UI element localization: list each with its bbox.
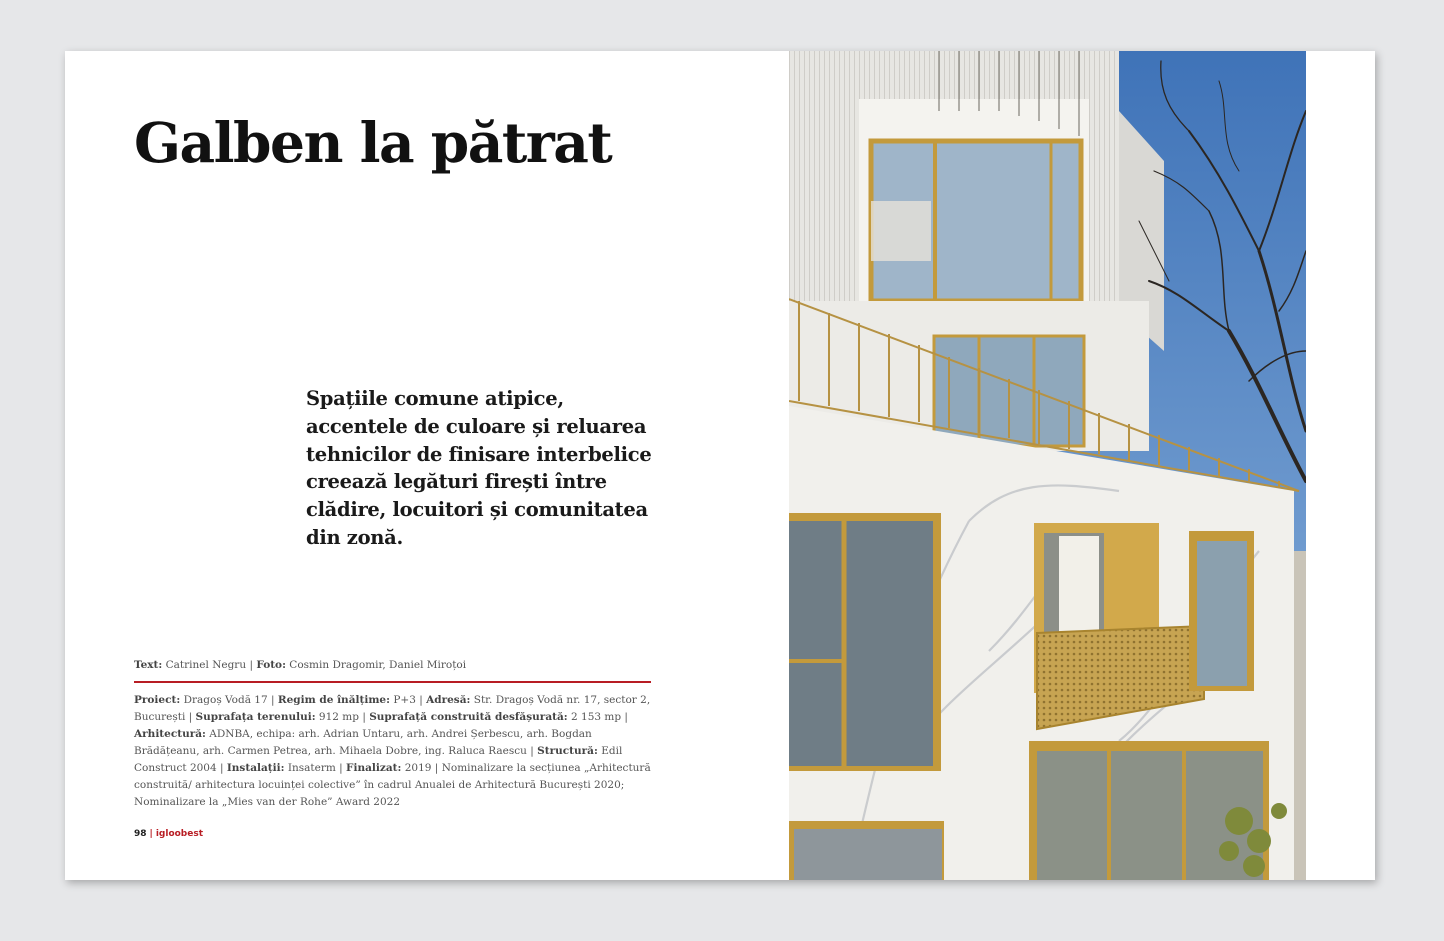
spec-finished: 2019 [404, 762, 432, 774]
spec-height: P+3 [393, 694, 416, 706]
spec-plot: 912 mp [318, 711, 359, 723]
magazine-brand: igloobest [155, 829, 204, 839]
building-facade-photo [789, 51, 1306, 880]
spec-label-height: Regim de înălțime: [277, 694, 390, 706]
spec-nominations: Nominalizare la secțiunea „Arhitectură construită/ arhitectura locuinței colective” în cadrul Anualei de Arhitectură București 2020; Nominalizare la „Mies van der Rohe” Award 2022 [134, 762, 651, 808]
article-credits [134, 657, 664, 673]
spec-label-structure: Structură: [537, 745, 598, 757]
photo-credit-label: Foto: [256, 659, 286, 671]
spec-label-address: Adresă: [426, 694, 471, 706]
spec-built: 2 153 mp [571, 711, 622, 723]
photo-credit-authors: Cosmin Dragomir, Daniel Miroțoi [289, 659, 467, 671]
spec-address: Str. Dragoș Vodă nr. 17, sector 2, București [134, 694, 651, 723]
spec-label-project: Proiect: [134, 694, 181, 706]
spec-installations: Insaterm [287, 762, 336, 774]
spec-label-architecture: Arhitectură: [134, 728, 206, 740]
facade-illustration [789, 51, 1306, 880]
article-lead: Spațiile comune atipice, accentele de culoare și reluarea tehnicilor de finisare interbelice creează legături firești între clădire, locuitori și comunitatea din zonă. [306, 387, 652, 549]
spec-architecture: ADNBA, echipa: arh. Adrian Untaru, arh. Andrei Șerbescu, arh. Bogdan Brădățeanu, arh. Carmen Petrea, arh. Mihaela Dobre, ing. Raluca Raescu [134, 728, 592, 757]
project-specs: Proiect: Dragoș Vodă 17 | Regim de înălțime: P+3 | Adresă: Str. Dragoș Vodă nr. 17, sector 2, București | Suprafața terenului: 912 mp | Suprafață construită desfășurată: 2 153 mp | Arhitectură: ADNBA, echipa: arh. Adrian Untaru, arh. Andrei Șerbescu, arh. Bogdan Brădățeanu, arh. Carmen Petrea, arh. Mihaela Dobre, ing. Raluca Raescu | Structură: Edil Construct 2004 | Instalații: Insaterm | Finalizat: 2019 | Nominalizare la secțiunea „Arhitectură construită/ arhitectura locuinței colective” în cadrul Anualei de Arhitectură București 2020; Nominalizare la „Mies van der Rohe” Award 2022 [134, 694, 651, 808]
spec-label-plot: Suprafața terenului: [195, 711, 316, 723]
article-title: Galben la pătrat [134, 110, 612, 175]
spec-label-finished: Finalizat: [346, 762, 402, 774]
spec-label-built: Suprafață construită desfășurată: [369, 711, 568, 723]
spec-label-installations: Instalații: [226, 762, 285, 774]
divider-line [134, 681, 651, 683]
spec-project: Dragoș Vodă 17 [183, 694, 268, 706]
text-credit-author: Catrinel Negru [165, 659, 247, 671]
magazine-spread [65, 51, 1375, 880]
text-credit-label: Text: [134, 659, 163, 671]
spec-structure: Edil Construct 2004 [134, 745, 623, 774]
page-number: 98 [134, 829, 147, 839]
page-footer [134, 829, 203, 839]
credit-separator: | [249, 659, 253, 671]
footer-separator: | [149, 829, 153, 839]
